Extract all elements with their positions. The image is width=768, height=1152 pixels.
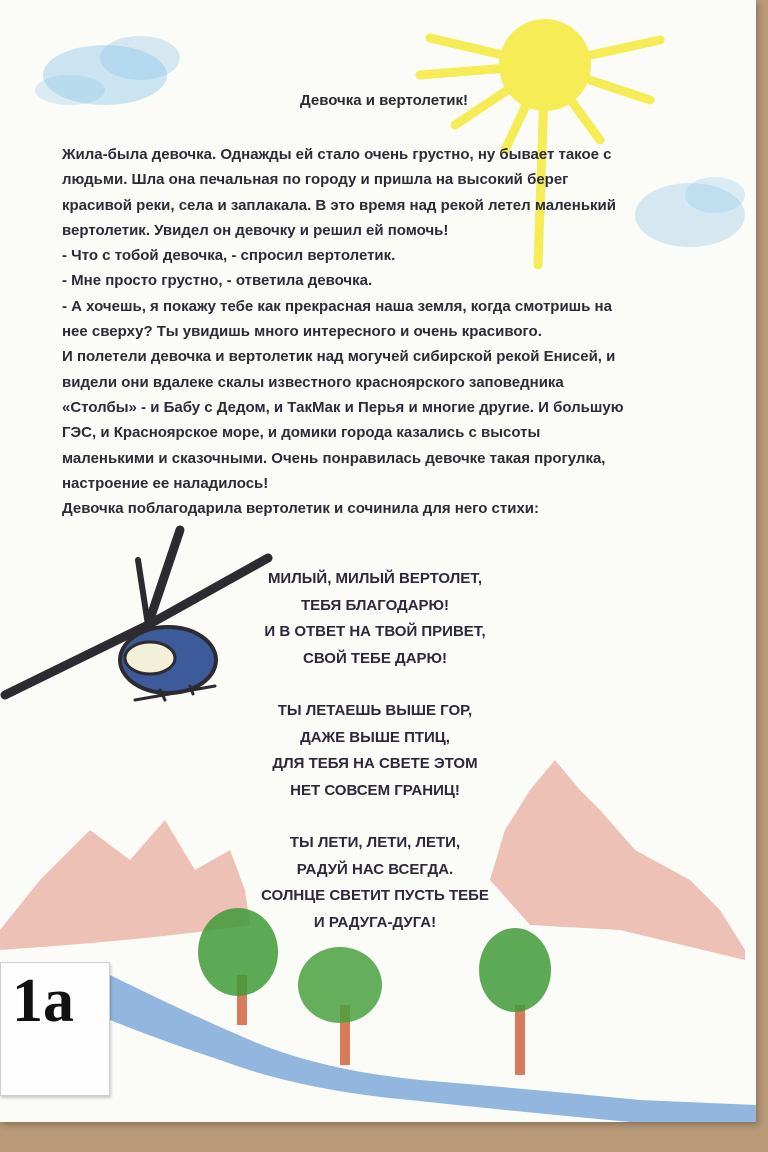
page-title: Девочка и вертолетик! [300,92,468,109]
story-line: - А хочешь, я покажу тебе как прекрасная наша земля, когда смотришь на [62,297,612,315]
poem-line: НЕТ СОВСЕМ ГРАНИЦ! [290,781,460,799]
story-line: маленькими и сказочными. Очень понравилась девочке такая прогулка, [62,449,606,467]
story-line: ГЭС, и Красноярское море, и домики города казались с высоты [62,424,541,442]
poem-line: И РАДУГА-ДУГА! [313,913,437,931]
poem-line: СОЛНЦЕ СВЕТИТ ПУСТЬ ТЕБЕ [261,887,489,904]
poem-stanza [230,566,520,672]
poem-stanza [230,830,520,936]
story-line: И полетели девочка и вертолетик над могучей сибирской рекой Енисей, и [62,348,616,366]
river-icon [110,975,756,1122]
poem-line: РАДУЙ НАС ВСЕГДА. [296,860,454,878]
story-line: вертолетик. Увидел он девочку и решил ей помочь! [62,221,449,239]
helicopter-icon [5,530,268,700]
story-line: Жила-была девочка. Однажды ей стало очень грустно, ну бывает такое с [62,146,612,163]
story-line: людьми. Шла она печальная по городу и пришла на высокий берег [62,171,569,189]
story-line: настроение ее наладилось! [62,474,269,492]
story-line: нее сверху? Ты увидишь много интересного и очень красивого. [62,323,542,341]
story-line: красивой реки, села и заплакала. В это время над рекой летел маленький [62,196,616,214]
poem-line: И В ОТВЕТ НА ТВОЙ ПРИВЕТ, [264,623,486,640]
poem-line: ДЛЯ ТЕБЯ НА СВЕТЕ ЭТОМ [272,755,478,772]
story-line: «Столбы» - и Бабу с Дедом, и ТакМак и Перья и многие другие. И большую [62,398,624,416]
poem-line: ТЕБЯ БЛАГОДАРЮ! [300,596,450,614]
entry-label: 1а [12,967,74,1035]
poem-line: МИЛЫЙ, МИЛЫЙ ВЕРТОЛЕТ, [267,570,483,587]
story-text [62,142,722,521]
story-line: - Что с тобой девочка, - спросил вертолетик. [62,247,396,265]
story-line: - Мне просто грустно, - ответила девочка. [62,272,373,290]
poem-line: ТЫ ЛЕТАЕШЬ ВЫШЕ ГОР, [277,702,473,719]
poem-line: ДАЖЕ ВЫШЕ ПТИЦ, [300,728,450,746]
story-line: видели они вдалеке скалы известного красноярского заповедника [62,373,564,391]
poem [230,566,520,962]
poem-stanza [230,698,520,804]
tree-icon [298,947,382,1065]
poem-line: ТЫ ЛЕТИ, ЛЕТИ, ЛЕТИ, [289,834,461,851]
story-line: Девочка поблагодарила вертолетик и сочинила для него стихи: [62,500,540,518]
poem-line: СВОЙ ТЕБЕ ДАРЮ! [302,649,448,667]
